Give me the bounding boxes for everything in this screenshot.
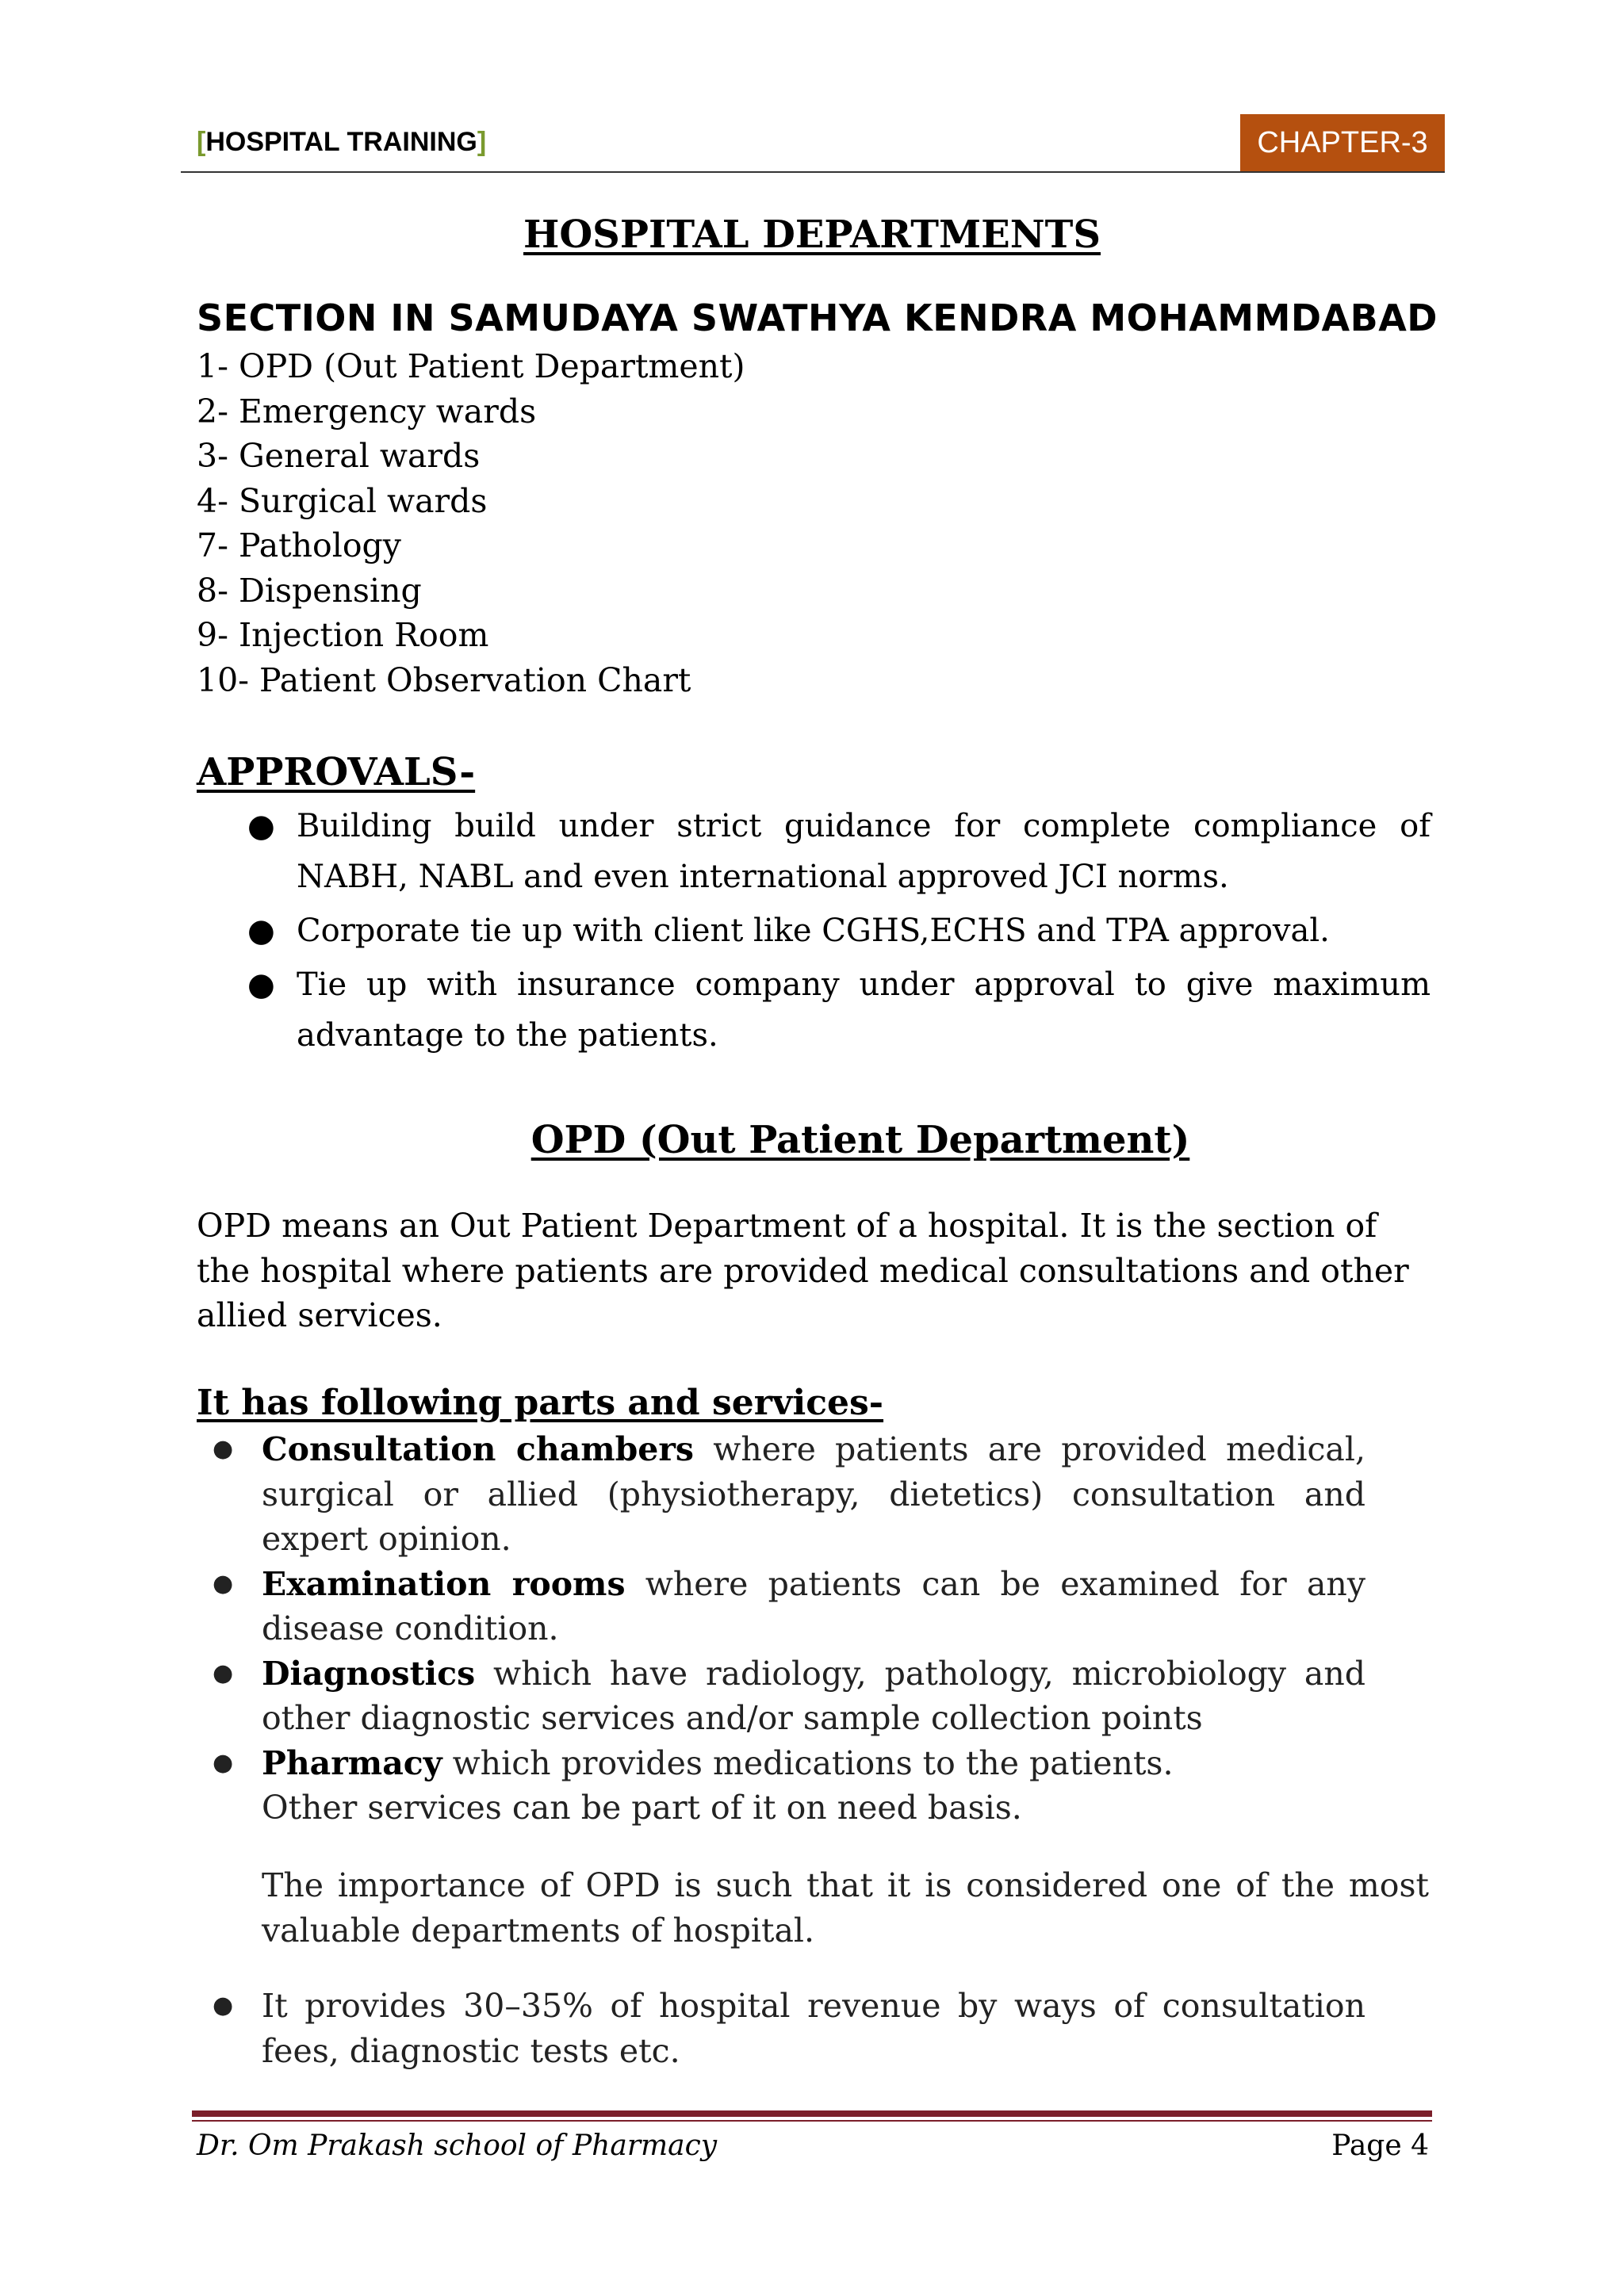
approval-text: Tie up with insurance company under approval to give maximum advantage to the patients. [297, 966, 1431, 1054]
opd-paragraph: OPD means an Out Patient Department of a hospital. It is the section of the hospital where patients are provided medical consultations and other allied services. [197, 1207, 1409, 1334]
part-item [208, 1562, 1365, 1651]
approvals-heading: APPROVALS- [197, 750, 476, 794]
part-text: where patients are provided medical, surgical or allied (physiotherapy, dietetics) consultation and expert opinion. [262, 1430, 1365, 1558]
approval-text: Corporate tie up with client like CGHS,ECHS and TPA approval. [297, 913, 1330, 949]
department-item: 1- OPD (Out Patient Department) [197, 347, 745, 385]
part-term: Pharmacy [262, 1743, 442, 1782]
header-title [197, 127, 486, 158]
header-title-text: HOSPITAL TRAINING [205, 127, 477, 157]
parts-list [208, 1427, 1365, 1785]
section-heading: SECTION IN SAMUDAYA SWATHYA KENDRA MOHAMMDABAD [197, 297, 1438, 339]
parts-heading: It has following parts and services- [197, 1383, 884, 1423]
bullet-icon: ● [247, 966, 275, 1003]
approval-text: Building build under strict guidance for complete compliance of NABH, NABL and even international approved JCI norms. [297, 808, 1431, 895]
approval-item [247, 959, 1431, 1061]
header-bracket-open: [ [197, 127, 206, 157]
importance-paragraph: The importance of OPD is such that it is considered one of the most valuable departments of hospital. [262, 1866, 1429, 1950]
bullet-icon: ● [247, 808, 275, 844]
revenue-text: It provides 30–35% of hospital revenue by ways of consultation fees, diagnostic tests etc. [262, 1987, 1365, 2070]
part-text: where patients can be examined for any disease condition. [262, 1564, 1365, 1647]
opd-heading: OPD (Out Patient Department) [530, 1118, 1190, 1162]
footer-rule-thin [192, 2120, 1432, 2122]
bullet-icon: ● [213, 1659, 234, 1687]
part-item [208, 1651, 1365, 1741]
approval-item [247, 905, 1431, 956]
page-number: Page 4 [1331, 2130, 1429, 2162]
part-term: Examination rooms [262, 1564, 626, 1603]
department-item: 10- Patient Observation Chart [197, 660, 691, 699]
revenue-item [208, 1984, 1365, 2073]
approvals-list [247, 801, 1431, 1064]
header-rule [181, 171, 1445, 173]
part-term: Diagnostics [262, 1654, 476, 1693]
bullet-icon: ● [213, 1435, 234, 1463]
part-term: Consultation chambers [262, 1430, 695, 1468]
part-text: which have radiology, pathology, microbiology and other diagnostic services and/or sample collection points [262, 1654, 1365, 1737]
department-item: 9- Injection Room [197, 616, 489, 654]
department-list [197, 344, 745, 702]
part-text: which provides medications to the patients. [442, 1743, 1174, 1782]
chapter-badge: CHAPTER-3 [1240, 114, 1445, 171]
header-bracket-close: ] [477, 127, 487, 157]
department-item: 8- Dispensing [197, 571, 422, 610]
part-item [208, 1741, 1365, 1786]
bullet-icon: ● [213, 1992, 234, 2019]
page-title: HOSPITAL DEPARTMENTS [523, 212, 1101, 257]
department-item: 4- Surgical wards [197, 481, 488, 520]
revenue-list [208, 1984, 1365, 2073]
department-item: 3- General wards [197, 437, 481, 475]
footer-rule-thick [192, 2110, 1432, 2117]
bullet-icon: ● [213, 1748, 234, 1777]
approval-item [247, 801, 1431, 902]
bullet-icon: ● [247, 913, 275, 949]
footer-school: Dr. Om Prakash school of Pharmacy [197, 2130, 718, 2162]
part-item [208, 1427, 1365, 1562]
other-services-text: Other services can be part of it on need basis. [262, 1789, 1022, 1827]
bullet-icon: ● [213, 1569, 234, 1598]
department-item: 2- Emergency wards [197, 392, 537, 430]
department-item: 7- Pathology [197, 526, 401, 564]
